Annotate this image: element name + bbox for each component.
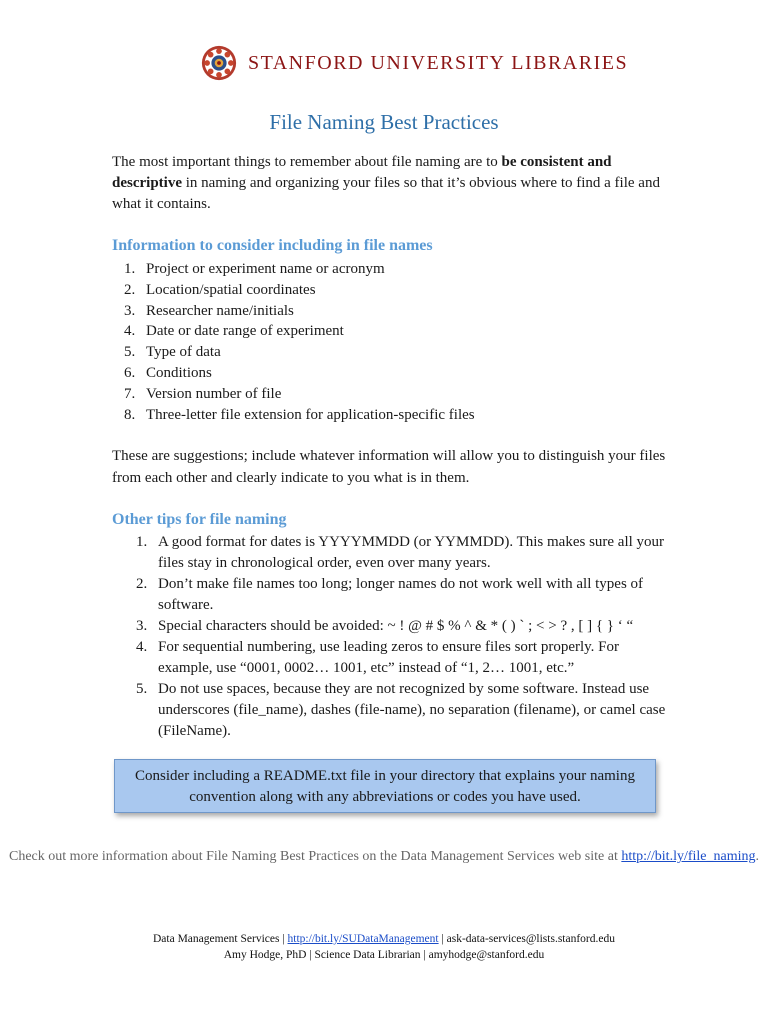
file-naming-link[interactable]: http://bit.ly/file_naming [621, 849, 756, 864]
item-number: 2. [124, 281, 136, 298]
footer-service: Data Management Services | [153, 933, 288, 945]
footer-line-1 [0, 931, 768, 947]
readme-callout: Consider including a README.txt file in your directory that explains your naming convention along with any abbreviations or codes you have used. [114, 759, 656, 813]
item-number: 8. [124, 406, 136, 423]
item-number: 4. [124, 323, 136, 340]
item-text: Don’t make file names too long; longer names do not work well with all types of software. [158, 576, 644, 613]
stanford-seal-icon [200, 44, 238, 82]
intro-bold: be consistent and descriptive [112, 154, 612, 191]
footer [0, 931, 768, 963]
list-item [112, 405, 475, 426]
list-item [112, 532, 672, 574]
list-item [112, 342, 475, 363]
item-number: 6. [124, 364, 136, 381]
suggestions-paragraph: These are suggestions; include whatever information will allow you to distinguish your files from each other and clearly indicate to you what is in them. [112, 448, 666, 486]
item-text: Version number of file [146, 385, 282, 402]
list-item [112, 384, 475, 405]
list-item [112, 637, 672, 679]
item-text: Conditions [146, 364, 212, 381]
item-number: 7. [124, 385, 136, 402]
item-text: Researcher name/initials [146, 302, 294, 319]
page-title: File Naming Best Practices [269, 110, 499, 134]
intro-paragraph [112, 152, 672, 215]
item-number: 5. [136, 681, 148, 697]
list-item [112, 574, 672, 616]
item-text: Date or date range of experiment [146, 323, 344, 340]
item-text: A good format for dates is YYYYMMDD (or YYMMDD). This makes sure all your files stay in chronological order, even over many years. [158, 534, 665, 571]
item-text: Special characters should be avoided: ~ ! @ # $ % ^ & * ( ) ` ; < > ? , [ ] { } ‘ “ [158, 618, 634, 634]
list-item [112, 679, 672, 742]
section-heading-info: Information to consider including in file names [112, 237, 433, 254]
list-item [112, 321, 475, 342]
list-item [112, 616, 672, 637]
more-info-text: Check out more information about File Naming Best Practices on the Data Management Services web site at [9, 849, 622, 864]
list-item [112, 259, 475, 280]
item-text: Location/spatial coordinates [146, 281, 316, 298]
item-text: Three-letter file extension for application-specific files [146, 406, 475, 423]
item-number: 3. [124, 302, 136, 319]
item-number: 5. [124, 344, 136, 361]
more-info [0, 847, 768, 867]
item-text: Project or experiment name or acronym [146, 261, 385, 277]
item-number: 1. [136, 534, 148, 550]
footer-line-2: Amy Hodge, PhD | Science Data Librarian | amyhodge@stanford.edu [223, 949, 545, 961]
item-number: 2. [136, 576, 148, 592]
section-heading-tips: Other tips for file naming [112, 511, 287, 528]
info-list [112, 259, 475, 425]
intro-text-2: in naming and organizing your files so that it’s obvious where to find a file and what it contains. [112, 175, 660, 212]
footer-email: | ask-data-services@lists.stanford.edu [438, 933, 615, 945]
item-number: 3. [136, 618, 148, 634]
more-info-end: . [755, 849, 759, 864]
item-text: Type of data [146, 344, 221, 361]
intro-text-1: The most important things to remember about file naming are to [112, 154, 502, 170]
item-text: Do not use spaces, because they are not recognized by some software. Instead use underscores (file_name), dashes (file-name), no separation (filename), or camel case (FileName). [158, 681, 666, 739]
item-number: 1. [124, 261, 136, 277]
data-management-link[interactable]: http://bit.ly/SUDataManagement [287, 933, 439, 945]
tips-list [112, 532, 672, 742]
list-item [112, 363, 475, 384]
item-text: For sequential numbering, use leading zeros to ensure files sort properly. For example, use “0001, 0002… 1001, etc” instead of “1, 2… 1001, etc.” [158, 639, 620, 676]
brand-name: STANFORD UNIVERSITY LIBRARIES [248, 51, 629, 74]
item-number: 4. [136, 639, 148, 655]
library-header [200, 44, 628, 82]
list-item [112, 280, 475, 301]
list-item [112, 301, 475, 322]
